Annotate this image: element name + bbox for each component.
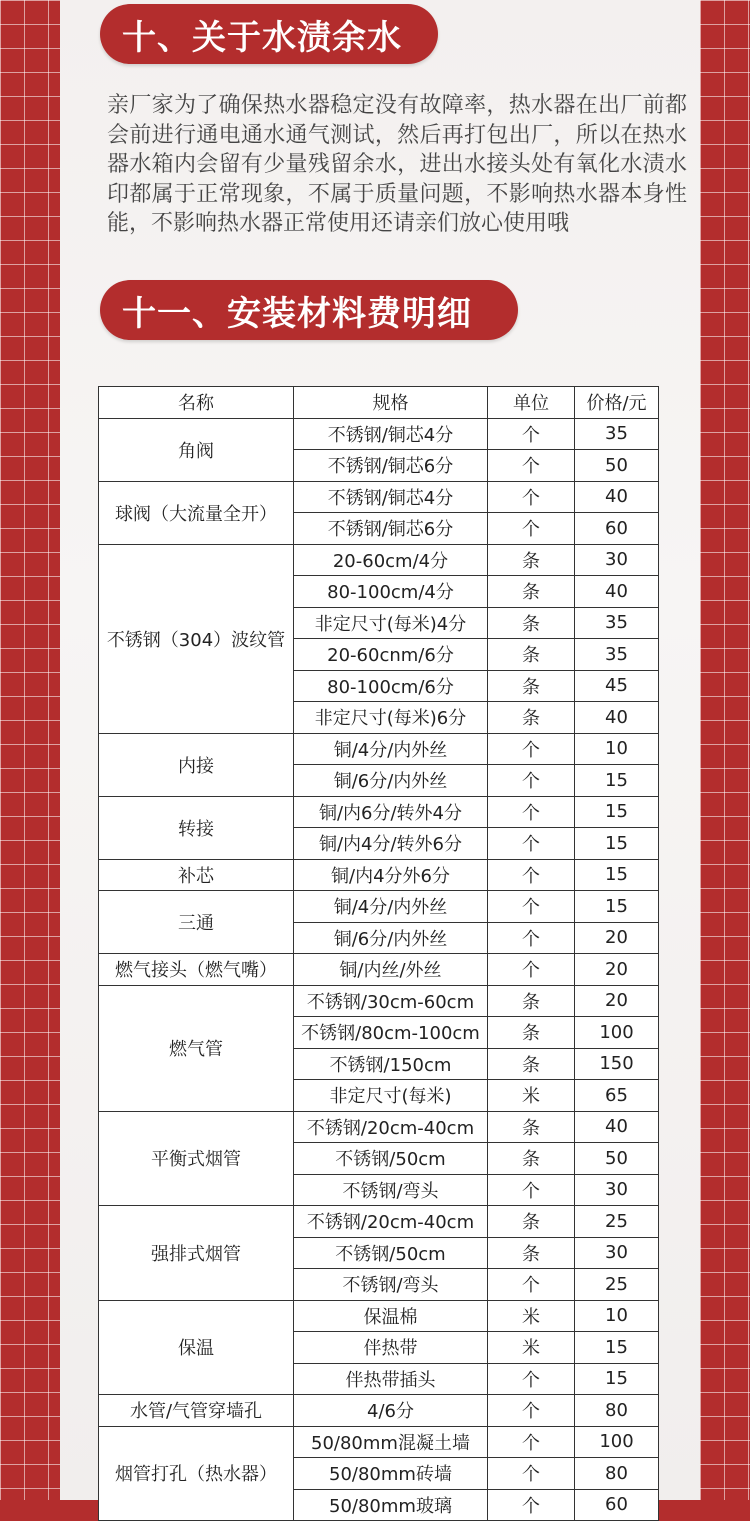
unit-cell: 条 [488, 544, 575, 576]
item-name-cell: 水管/气管穿墙孔 [99, 1395, 294, 1427]
unit-cell: 个 [488, 828, 575, 860]
unit-cell: 个 [488, 1426, 575, 1458]
unit-cell: 米 [488, 1300, 575, 1332]
price-cell: 10 [575, 1300, 659, 1332]
spec-cell: 不锈钢/铜芯4分 [294, 481, 488, 513]
spec-cell: 80-100cm/4分 [294, 576, 488, 608]
price-cell: 15 [575, 765, 659, 797]
spec-cell: 伴热带插头 [294, 1363, 488, 1395]
price-cell: 45 [575, 670, 659, 702]
residual-water-notice: 亲厂家为了确保热水器稳定没有故障率，热水器在出厂前都会前进行通电通水通气测试，然后再打包出厂，所以在热水器水箱内会留有少量残留余水，进出水接头处有氧化水渍水印都属于正常现象，不属于质量问题，不影响热水器本身性能，不影响热水器正常使用还请亲们放心使用哦 [107, 93, 687, 236]
item-name-cell: 强排式烟管 [99, 1206, 294, 1301]
spec-cell: 50/80mm混凝土墙 [294, 1426, 488, 1458]
spec-cell: 非定尺寸(每米)6分 [294, 702, 488, 734]
price-cell: 60 [575, 513, 659, 545]
unit-cell: 个 [488, 891, 575, 923]
unit-cell: 条 [488, 702, 575, 734]
unit-cell: 米 [488, 1332, 575, 1364]
spec-cell: 不锈钢/20cm-40cm [294, 1206, 488, 1238]
price-cell: 25 [575, 1206, 659, 1238]
spec-cell: 不锈钢/80cm-100cm [294, 1017, 488, 1049]
unit-cell: 个 [488, 450, 575, 482]
table-row [99, 418, 659, 450]
table-row [99, 796, 659, 828]
item-name-cell: 烟管打孔（热水器） [99, 1426, 294, 1521]
price-cell: 35 [575, 639, 659, 671]
header-spec: 规格 [294, 387, 488, 419]
table-row [99, 544, 659, 576]
installation-fee-table [98, 386, 659, 1521]
price-cell: 50 [575, 1143, 659, 1175]
spec-cell: 不锈钢/弯头 [294, 1174, 488, 1206]
price-cell: 65 [575, 1080, 659, 1112]
item-name-cell: 内接 [99, 733, 294, 796]
spec-cell: 不锈钢/铜芯4分 [294, 418, 488, 450]
header-price: 价格/元 [575, 387, 659, 419]
price-cell: 20 [575, 954, 659, 986]
price-cell: 15 [575, 796, 659, 828]
price-cell: 10 [575, 733, 659, 765]
item-name-cell: 补芯 [99, 859, 294, 891]
price-cell: 15 [575, 1363, 659, 1395]
spec-cell: 铜/内丝/外丝 [294, 954, 488, 986]
spec-cell: 不锈钢/铜芯6分 [294, 450, 488, 482]
price-cell: 20 [575, 985, 659, 1017]
unit-cell: 条 [488, 1143, 575, 1175]
spec-cell: 铜/4分/内外丝 [294, 891, 488, 923]
unit-cell: 个 [488, 1489, 575, 1521]
table-row [99, 1395, 659, 1427]
table-row [99, 733, 659, 765]
grid-border-left [0, 0, 60, 1500]
price-cell: 40 [575, 576, 659, 608]
spec-cell: 4/6分 [294, 1395, 488, 1427]
spec-cell: 铜/内6分/转外4分 [294, 796, 488, 828]
unit-cell: 条 [488, 670, 575, 702]
item-name-cell: 球阀（大流量全开） [99, 481, 294, 544]
unit-cell: 个 [488, 733, 575, 765]
unit-cell: 个 [488, 796, 575, 828]
price-cell: 15 [575, 891, 659, 923]
spec-cell: 不锈钢/铜芯6分 [294, 513, 488, 545]
unit-cell: 个 [488, 1269, 575, 1301]
unit-cell: 个 [488, 1363, 575, 1395]
spec-cell: 80-100cm/6分 [294, 670, 488, 702]
unit-cell: 个 [488, 954, 575, 986]
unit-cell: 个 [488, 922, 575, 954]
price-cell: 80 [575, 1458, 659, 1490]
grid-border-right [700, 0, 750, 1500]
unit-cell: 米 [488, 1080, 575, 1112]
unit-cell: 条 [488, 1237, 575, 1269]
spec-cell: 不锈钢/50cm [294, 1143, 488, 1175]
spec-cell: 铜/6分/内外丝 [294, 765, 488, 797]
item-name-cell: 平衡式烟管 [99, 1111, 294, 1206]
price-cell: 25 [575, 1269, 659, 1301]
section-11-title: 十一、安装材料费明细 [100, 280, 518, 340]
unit-cell: 条 [488, 639, 575, 671]
price-cell: 30 [575, 544, 659, 576]
unit-cell: 条 [488, 1048, 575, 1080]
unit-cell: 条 [488, 985, 575, 1017]
item-name-cell: 保温 [99, 1300, 294, 1395]
price-cell: 20 [575, 922, 659, 954]
item-name-cell: 转接 [99, 796, 294, 859]
spec-cell: 不锈钢/50cm [294, 1237, 488, 1269]
item-name-cell: 角阀 [99, 418, 294, 481]
price-cell: 100 [575, 1426, 659, 1458]
unit-cell: 个 [488, 418, 575, 450]
spec-cell: 不锈钢/弯头 [294, 1269, 488, 1301]
price-cell: 15 [575, 828, 659, 860]
price-cell: 15 [575, 859, 659, 891]
unit-cell: 条 [488, 607, 575, 639]
spec-cell: 铜/内4分外6分 [294, 859, 488, 891]
table-row [99, 481, 659, 513]
spec-cell: 50/80mm砖墙 [294, 1458, 488, 1490]
section-10-title: 十、关于水渍余水 [100, 4, 438, 64]
table-row [99, 891, 659, 923]
unit-cell: 个 [488, 1458, 575, 1490]
item-name-cell: 三通 [99, 891, 294, 954]
header-unit: 单位 [488, 387, 575, 419]
table-body [99, 418, 659, 1521]
spec-cell: 非定尺寸(每米)4分 [294, 607, 488, 639]
spec-cell: 20-60cnm/6分 [294, 639, 488, 671]
item-name-cell: 燃气接头（燃气嘴） [99, 954, 294, 986]
unit-cell: 条 [488, 1206, 575, 1238]
table-row [99, 1206, 659, 1238]
spec-cell: 铜/6分/内外丝 [294, 922, 488, 954]
table-row [99, 1111, 659, 1143]
item-name-cell: 不锈钢（304）波纹管 [99, 544, 294, 733]
table-header-row [99, 387, 659, 419]
table-row [99, 1300, 659, 1332]
spec-cell: 20-60cm/4分 [294, 544, 488, 576]
table-row [99, 954, 659, 986]
spec-cell: 不锈钢/20cm-40cm [294, 1111, 488, 1143]
unit-cell: 个 [488, 513, 575, 545]
unit-cell: 个 [488, 765, 575, 797]
header-name: 名称 [99, 387, 294, 419]
price-cell: 60 [575, 1489, 659, 1521]
table-row [99, 985, 659, 1017]
unit-cell: 个 [488, 1174, 575, 1206]
price-cell: 35 [575, 418, 659, 450]
price-cell: 40 [575, 702, 659, 734]
price-cell: 50 [575, 450, 659, 482]
table-row [99, 1426, 659, 1458]
spec-cell: 保温棉 [294, 1300, 488, 1332]
price-cell: 40 [575, 481, 659, 513]
price-cell: 30 [575, 1237, 659, 1269]
spec-cell: 铜/4分/内外丝 [294, 733, 488, 765]
price-cell: 35 [575, 607, 659, 639]
table-row [99, 859, 659, 891]
price-cell: 80 [575, 1395, 659, 1427]
unit-cell: 个 [488, 481, 575, 513]
spec-cell: 伴热带 [294, 1332, 488, 1364]
unit-cell: 条 [488, 576, 575, 608]
unit-cell: 个 [488, 859, 575, 891]
spec-cell: 50/80mm玻璃 [294, 1489, 488, 1521]
spec-cell: 铜/内4分/转外6分 [294, 828, 488, 860]
item-name-cell: 燃气管 [99, 985, 294, 1111]
unit-cell: 个 [488, 1395, 575, 1427]
price-cell: 15 [575, 1332, 659, 1364]
price-cell: 100 [575, 1017, 659, 1049]
unit-cell: 条 [488, 1111, 575, 1143]
unit-cell: 条 [488, 1017, 575, 1049]
price-cell: 150 [575, 1048, 659, 1080]
price-cell: 30 [575, 1174, 659, 1206]
spec-cell: 不锈钢/150cm [294, 1048, 488, 1080]
spec-cell: 不锈钢/30cm-60cm [294, 985, 488, 1017]
price-cell: 40 [575, 1111, 659, 1143]
spec-cell: 非定尺寸(每米) [294, 1080, 488, 1112]
